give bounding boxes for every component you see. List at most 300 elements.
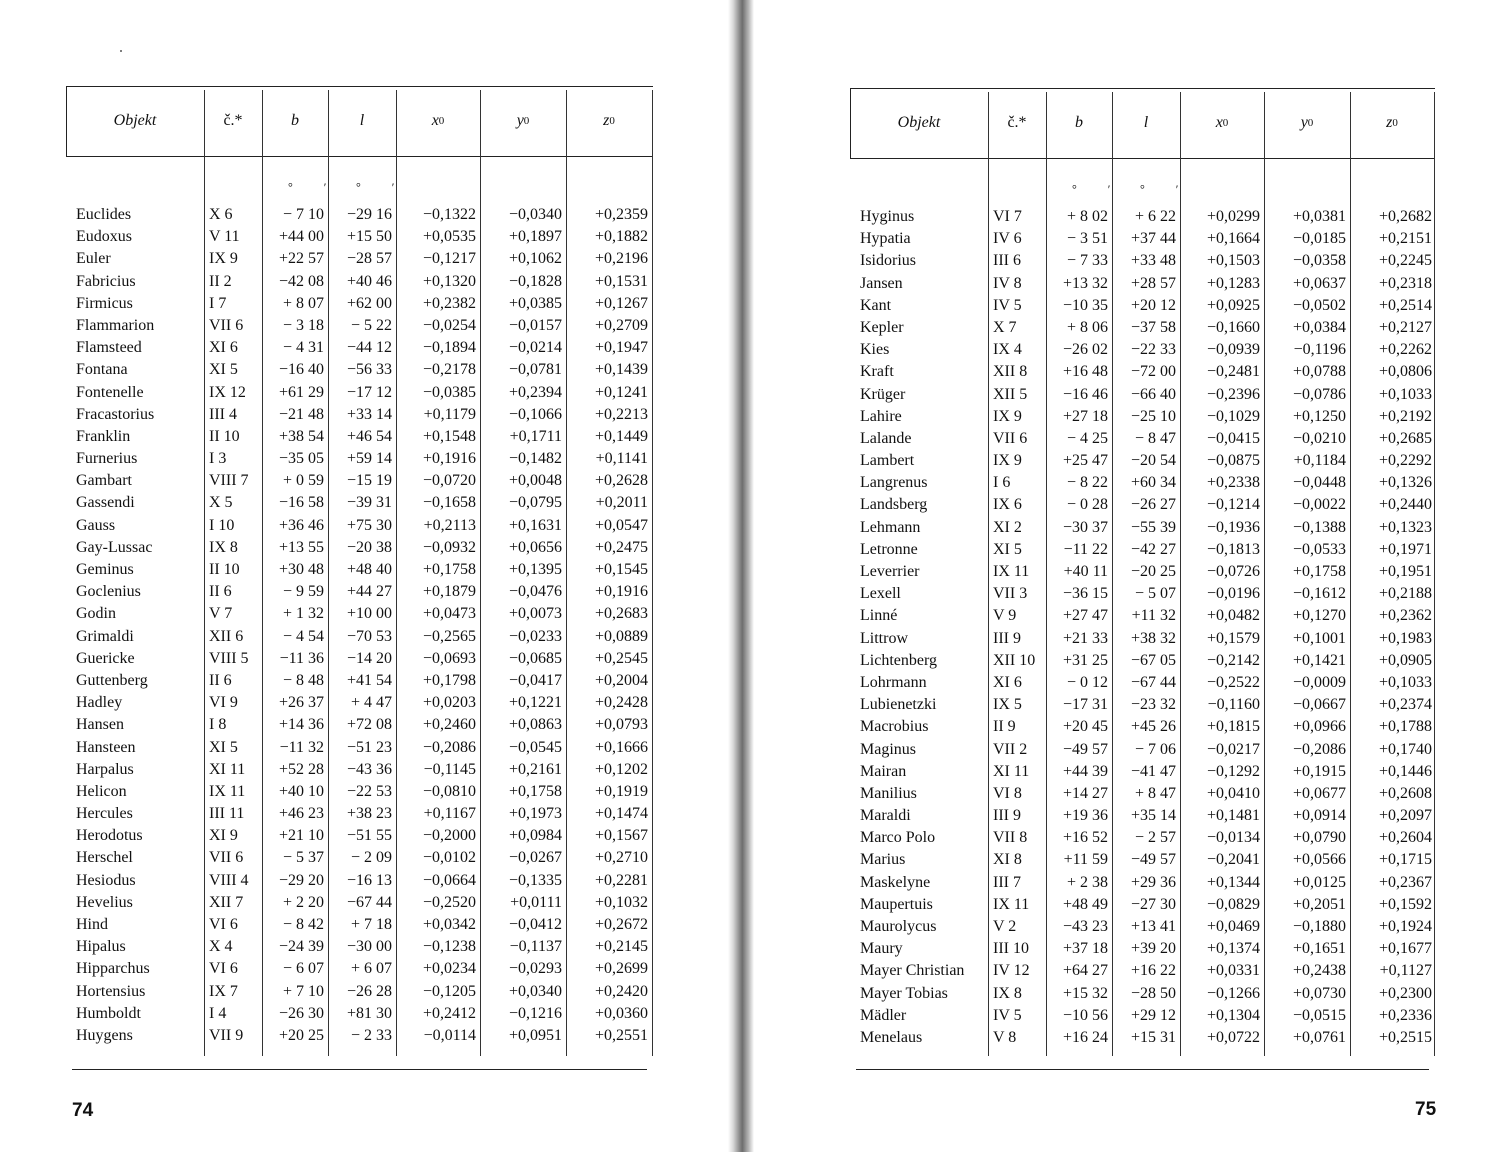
cell-y0: −0,1612 [1292, 585, 1346, 603]
cell-b: +11 59 [1063, 851, 1108, 869]
table-row [850, 361, 1435, 383]
cell-cislo: VII 3 [993, 585, 1028, 603]
cell-l: −27 30 [1130, 895, 1176, 913]
cell-x0: −0,1029 [1206, 407, 1260, 425]
cell-x0: +0,0331 [1206, 962, 1260, 980]
cell-b: −17 31 [1062, 696, 1108, 714]
cell-z0: +0,2292 [1378, 452, 1432, 470]
cell-x0: −0,0415 [1206, 429, 1260, 447]
cell-b: +13 32 [1062, 274, 1108, 292]
cell-l: −26 28 [346, 982, 392, 1000]
cell-y0: +0,1270 [1292, 607, 1346, 625]
table-row [850, 872, 1435, 894]
table-row [66, 847, 653, 869]
cell-y0: −0,0545 [508, 738, 562, 756]
crater-table-left [66, 86, 653, 1070]
cell-b: + 8 02 [1066, 208, 1108, 225]
header-l: l [359, 112, 365, 129]
cell-z0: +0,1947 [594, 339, 648, 357]
cell-objekt: Herodotus [76, 827, 143, 845]
table-row [66, 470, 653, 492]
cell-cislo: IV 12 [993, 962, 1030, 980]
cell-objekt: Maginus [860, 740, 916, 758]
table-row [850, 805, 1435, 827]
cell-objekt: Linné [860, 607, 898, 625]
header-b: b [1075, 114, 1083, 131]
cell-z0: +0,2213 [594, 405, 648, 423]
left-page [0, 0, 735, 1152]
cell-l: + 7 18 [350, 916, 392, 933]
cell-z0: +0,2300 [1378, 984, 1432, 1002]
cell-l: −55 39 [1130, 518, 1176, 536]
cell-objekt: Kraft [860, 363, 894, 381]
cell-y0: +0,0730 [1292, 984, 1346, 1002]
cell-l: +60 34 [1130, 474, 1176, 492]
cell-l: −30 00 [346, 938, 392, 956]
cell-y0: −0,0685 [508, 649, 562, 667]
cell-y0: −0,0476 [508, 583, 562, 601]
cell-l: −15 19 [346, 472, 392, 490]
cell-objekt: Maraldi [860, 807, 911, 825]
cell-l: + 4 47 [350, 694, 392, 712]
cell-y0: +0,0863 [508, 716, 562, 734]
cell-x0: −0,1238 [422, 938, 476, 956]
cell-l: +75 30 [346, 516, 392, 534]
cell-cislo: X 5 [209, 494, 233, 512]
table-row [850, 561, 1435, 583]
cell-y0: +0,0677 [1292, 784, 1346, 802]
table-row [66, 426, 653, 448]
cell-cislo: VII 8 [993, 829, 1028, 847]
cell-z0: +0,1971 [1378, 540, 1432, 558]
cell-b: −11 32 [279, 738, 324, 756]
cell-x0: −0,1658 [422, 494, 476, 512]
cell-z0: +0,1666 [594, 738, 648, 756]
cell-b: +21 33 [1062, 629, 1108, 647]
cell-l: +33 48 [1130, 252, 1176, 270]
table-row [66, 914, 653, 936]
cell-z0: +0,2127 [1378, 318, 1432, 336]
cell-l: −22 53 [346, 782, 392, 800]
cell-x0: +0,2338 [1206, 474, 1260, 492]
table-row [850, 739, 1435, 761]
cell-z0: +0,1531 [594, 272, 648, 290]
cell-y0: +0,0637 [1292, 274, 1346, 292]
cell-objekt: Godin [76, 605, 116, 623]
cell-cislo: VIII 4 [209, 871, 249, 889]
cell-objekt: Letronne [860, 540, 918, 558]
cell-b: −43 23 [1062, 918, 1108, 935]
cell-b: +14 36 [278, 716, 324, 734]
cell-b: +15 32 [1062, 984, 1108, 1002]
cell-b: +20 45 [1062, 718, 1108, 736]
table-row [850, 317, 1435, 339]
cell-z0: +0,1916 [594, 583, 648, 601]
cell-y0: +0,1758 [508, 782, 562, 800]
cell-objekt: Marius [860, 851, 906, 869]
table-row [850, 228, 1435, 250]
cell-l: −67 44 [346, 893, 392, 911]
cell-y0: +0,1184 [1293, 452, 1346, 470]
cell-b: +19 36 [1062, 807, 1108, 825]
cell-z0: +0,1141 [595, 450, 648, 468]
cell-z0: +0,2551 [594, 1026, 648, 1044]
cell-objekt: Humboldt [76, 1004, 141, 1022]
header-x0: x 0 [1215, 114, 1229, 131]
cell-b: − 4 25 [1066, 429, 1108, 447]
cell-z0: +0,1202 [594, 760, 648, 778]
cell-b: +13 55 [278, 538, 324, 556]
table-row [850, 694, 1435, 716]
cell-x0: −0,1160 [1207, 696, 1260, 714]
cell-cislo: XI 5 [209, 738, 238, 756]
cell-objekt: Hyginus [860, 208, 915, 225]
cell-z0: +0,2367 [1378, 873, 1432, 891]
cell-b: −21 48 [278, 405, 324, 423]
cell-x0: −0,0102 [422, 849, 476, 867]
cell-objekt: Maupertuis [860, 895, 933, 913]
cell-z0: +0,1033 [1378, 673, 1432, 691]
cell-b: +27 47 [1062, 607, 1108, 625]
cell-objekt: Euclides [76, 206, 132, 223]
cell-x0: +0,0722 [1206, 1028, 1260, 1046]
cell-x0: −0,2481 [1206, 363, 1260, 381]
cell-cislo: III 9 [993, 807, 1021, 825]
cell-x0: −0,1894 [422, 339, 476, 357]
cell-x0: +0,0299 [1206, 208, 1260, 225]
cell-cislo: XII 7 [209, 893, 244, 911]
cell-cislo: XII 6 [209, 627, 244, 645]
crater-table-right [850, 88, 1435, 1070]
cell-z0: +0,2710 [594, 849, 648, 867]
cell-cislo: II 10 [209, 427, 240, 445]
cell-y0: +0,1631 [508, 516, 562, 534]
cell-x0: +0,0535 [422, 228, 476, 246]
cell-b: +26 37 [278, 694, 324, 712]
cell-l: −16 13 [346, 871, 392, 889]
cell-y0: +0,0790 [1292, 829, 1346, 847]
cell-z0: +0,1449 [594, 427, 648, 445]
cell-cislo: XI 11 [209, 760, 246, 778]
cell-l: +72 08 [346, 716, 392, 734]
table-row [66, 1003, 653, 1025]
cell-objekt: Helicon [76, 782, 127, 800]
table-row [66, 958, 653, 980]
cell-cislo: IX 8 [993, 984, 1022, 1002]
cell-z0: +0,1983 [1378, 629, 1432, 647]
cell-cislo: VII 6 [209, 316, 244, 334]
cell-cislo: X 7 [993, 318, 1017, 336]
cell-x0: +0,1283 [1206, 274, 1260, 292]
cell-l: −66 40 [1130, 385, 1176, 403]
cell-objekt: Gambart [76, 472, 132, 490]
cell-y0: +0,2438 [1292, 962, 1346, 980]
cell-l: +46 54 [346, 427, 392, 445]
cell-y0: +0,1221 [508, 694, 562, 712]
cell-y0: −0,0358 [1292, 252, 1346, 270]
cell-b: + 0 59 [282, 472, 324, 490]
cell-objekt: Hansen [76, 716, 124, 734]
cell-l: −28 57 [346, 250, 392, 268]
cell-cislo: IX 9 [993, 407, 1022, 425]
header-l: l [1143, 114, 1149, 131]
cell-objekt: Langrenus [860, 474, 928, 492]
cell-y0: +0,0984 [508, 827, 562, 845]
table-row [850, 250, 1435, 272]
cell-z0: +0,1740 [1378, 740, 1432, 758]
cell-objekt: Lalande [860, 429, 912, 447]
cell-b: −36 15 [1062, 585, 1108, 603]
unit-row [850, 182, 1435, 198]
cell-objekt: Landsberg [860, 496, 928, 514]
table-bottom-rule [856, 1069, 1429, 1070]
cell-b: −30 37 [1062, 518, 1108, 536]
cell-x0: −0,0810 [422, 782, 476, 800]
cell-b: + 8 06 [1066, 318, 1108, 336]
cell-y0: −0,0667 [1292, 696, 1346, 714]
cell-z0: +0,2362 [1378, 607, 1432, 625]
cell-cislo: III 7 [993, 873, 1021, 891]
cell-l: +38 23 [346, 805, 392, 823]
table-row [66, 537, 653, 559]
header-y0: y 0 [516, 112, 530, 129]
cell-b: −10 56 [1062, 1006, 1108, 1024]
table-row [66, 803, 653, 825]
cell-b: − 5 37 [282, 849, 324, 867]
cell-z0: +0,2709 [594, 316, 648, 334]
cell-b: − 7 10 [282, 206, 324, 223]
cell-l: +44 27 [346, 583, 392, 601]
cell-y0: −0,1216 [508, 1004, 562, 1022]
cell-z0: +0,2262 [1378, 341, 1432, 359]
cell-b: +30 48 [278, 561, 324, 578]
cell-x0: +0,1664 [1206, 230, 1260, 248]
cell-l: −29 16 [346, 206, 392, 223]
cell-l: −26 27 [1130, 496, 1176, 514]
cell-y0: +0,1250 [1292, 407, 1346, 425]
cell-x0: −0,2396 [1206, 385, 1260, 403]
cell-cislo: I 7 [209, 294, 227, 312]
cell-x0: +0,1916 [422, 450, 476, 468]
cell-b: +31 25 [1062, 651, 1108, 669]
table-row [66, 981, 653, 1003]
unit-b: ° ′ [1072, 182, 1125, 196]
table-row [66, 315, 653, 337]
cell-y0: +0,0340 [508, 982, 562, 1000]
cell-cislo: XI 6 [209, 339, 238, 357]
cell-y0: −0,1482 [508, 450, 562, 468]
cell-z0: +0,1951 [1378, 563, 1432, 580]
cell-l: −67 05 [1130, 651, 1176, 669]
cell-b: +44 00 [278, 228, 324, 246]
cell-y0: +0,0381 [1292, 208, 1346, 225]
cell-z0: +0,1545 [594, 561, 648, 578]
header-objekt: Objekt [113, 112, 157, 129]
cell-l: +37 44 [1130, 230, 1176, 248]
cell-cislo: V 8 [993, 1028, 1017, 1046]
cell-cislo: II 6 [209, 583, 232, 601]
cell-objekt: Franklin [76, 427, 131, 445]
cell-x0: −0,0693 [422, 649, 476, 667]
cell-y0: +0,0788 [1292, 363, 1346, 381]
cell-y0: +0,0125 [1292, 873, 1346, 891]
cell-y0: −0,0786 [1292, 385, 1346, 403]
cell-l: +39 20 [1130, 940, 1176, 958]
cell-y0: −0,1880 [1292, 918, 1346, 935]
cell-l: −44 12 [346, 339, 392, 357]
cell-x0: −0,2520 [422, 893, 476, 911]
cell-objekt: Hipalus [76, 938, 126, 956]
cell-objekt: Marco Polo [860, 829, 936, 847]
cell-cislo: III 10 [993, 940, 1029, 958]
cell-l: − 2 09 [350, 849, 392, 867]
cell-x0: +0,2412 [422, 1004, 476, 1022]
table-row [66, 759, 653, 781]
cell-z0: +0,1241 [594, 383, 648, 401]
cell-cislo: VI 7 [993, 208, 1022, 225]
cell-x0: −0,0134 [1206, 829, 1260, 847]
table-row [850, 295, 1435, 317]
cell-z0: +0,1474 [594, 805, 648, 823]
cell-cislo: XI 5 [209, 361, 238, 379]
cell-x0: −0,2142 [1206, 651, 1260, 669]
cell-objekt: Mayer Tobias [860, 984, 948, 1002]
table-row [66, 781, 653, 803]
cell-l: + 6 22 [1134, 208, 1176, 225]
cell-objekt: Macrobius [860, 718, 929, 736]
cell-z0: +0,2475 [594, 538, 648, 556]
cell-b: +40 11 [1063, 563, 1108, 580]
cell-cislo: VI 6 [209, 960, 238, 978]
cell-b: +64 27 [1062, 962, 1108, 980]
cell-y0: +0,0656 [508, 538, 562, 556]
cell-b: + 2 20 [282, 893, 324, 911]
cell-x0: +0,1798 [422, 671, 476, 689]
cell-cislo: III 11 [209, 805, 245, 823]
table-row [66, 581, 653, 603]
cell-x0: −0,0664 [422, 871, 476, 889]
table-row [66, 737, 653, 759]
cell-objekt: Maskelyne [860, 873, 931, 891]
cell-objekt: Fontenelle [76, 383, 144, 401]
cell-objekt: Lexell [860, 585, 901, 603]
table-row [66, 271, 653, 293]
table-row [66, 226, 653, 248]
cell-z0: +0,1882 [594, 228, 648, 246]
table-row [66, 603, 653, 625]
cell-y0: +0,0951 [508, 1026, 562, 1044]
cell-objekt: Hevelius [76, 893, 133, 911]
cell-y0: −0,1335 [508, 871, 562, 889]
cell-cislo: VII 2 [993, 740, 1028, 758]
book-gutter [728, 0, 754, 1152]
cell-z0: +0,1446 [1378, 762, 1432, 780]
cell-y0: −0,0340 [508, 206, 562, 223]
cell-y0: +0,0914 [1292, 807, 1346, 825]
cell-cislo: II 2 [209, 272, 232, 290]
cell-cislo: I 8 [209, 716, 227, 734]
cell-x0: +0,0203 [422, 694, 476, 712]
table-row [850, 894, 1435, 916]
cell-objekt: Eudoxus [76, 228, 132, 246]
cell-cislo: X 4 [209, 938, 233, 956]
cell-z0: +0,2188 [1378, 585, 1432, 603]
cell-l: −20 38 [346, 538, 392, 556]
table-row [66, 825, 653, 847]
header-y0: y 0 [1300, 114, 1314, 131]
header-cislo: č.* [223, 112, 243, 129]
cell-z0: +0,2004 [594, 671, 648, 689]
cell-y0: +0,2051 [1292, 895, 1346, 913]
cell-cislo: VII 6 [209, 849, 244, 867]
right-page [755, 0, 1506, 1152]
cell-y0: +0,0385 [508, 294, 562, 312]
cell-x0: −0,0932 [422, 538, 476, 556]
cell-x0: −0,0875 [1206, 452, 1260, 470]
cell-cislo: IX 4 [993, 341, 1022, 359]
cell-objekt: Krüger [860, 385, 906, 403]
cell-l: +41 54 [346, 671, 392, 689]
cell-objekt: Herschel [76, 849, 133, 867]
unit-l: ° ′ [1140, 182, 1193, 196]
cell-l: +33 14 [346, 405, 392, 423]
table-row [850, 539, 1435, 561]
cell-l: −67 44 [1130, 673, 1176, 691]
cell-l: +38 32 [1130, 629, 1176, 647]
cell-z0: +0,2608 [1378, 784, 1432, 802]
table-row [850, 761, 1435, 783]
cell-x0: +0,0469 [1206, 918, 1260, 935]
cell-b: +48 49 [1062, 895, 1108, 913]
cell-y0: +0,2161 [508, 760, 562, 778]
table-row [850, 960, 1435, 982]
cell-b: −26 30 [278, 1004, 324, 1022]
cell-y0: −0,1828 [508, 272, 562, 290]
cell-b: +14 27 [1062, 784, 1108, 802]
cell-objekt: Geminus [76, 561, 134, 578]
cell-objekt: Huygens [76, 1026, 133, 1044]
cell-cislo: V 9 [993, 607, 1017, 625]
cell-l: −23 32 [1130, 696, 1176, 714]
cell-y0: +0,0111 [510, 893, 562, 911]
cell-z0: +0,1715 [1378, 851, 1432, 869]
cell-z0: +0,1323 [1378, 518, 1432, 536]
cell-objekt: Kepler [860, 318, 904, 336]
table-row [66, 204, 653, 226]
cell-objekt: Lehmann [860, 518, 921, 536]
cell-objekt: Hipparchus [76, 960, 150, 978]
table-row [66, 359, 653, 381]
cell-objekt: Gauss [76, 516, 116, 534]
cell-b: −29 20 [278, 871, 324, 889]
cell-y0: +0,0048 [508, 472, 562, 490]
header-cislo: č.* [1007, 114, 1027, 131]
cell-l: −41 47 [1130, 762, 1176, 780]
cell-y0: −0,0781 [508, 361, 562, 379]
cell-x0: −0,1660 [1206, 318, 1260, 336]
cell-z0: +0,2672 [594, 916, 648, 933]
cell-cislo: IX 9 [993, 452, 1022, 470]
cell-cislo: VIII 7 [209, 472, 249, 490]
cell-y0: +0,1973 [508, 805, 562, 823]
cell-z0: +0,2336 [1378, 1006, 1432, 1024]
cell-objekt: Kies [860, 341, 890, 359]
table-row [850, 517, 1435, 539]
cell-objekt: Fabricius [76, 272, 136, 290]
cell-l: −14 20 [346, 649, 392, 667]
table-row [850, 672, 1435, 694]
cell-z0: +0,0889 [594, 627, 648, 645]
